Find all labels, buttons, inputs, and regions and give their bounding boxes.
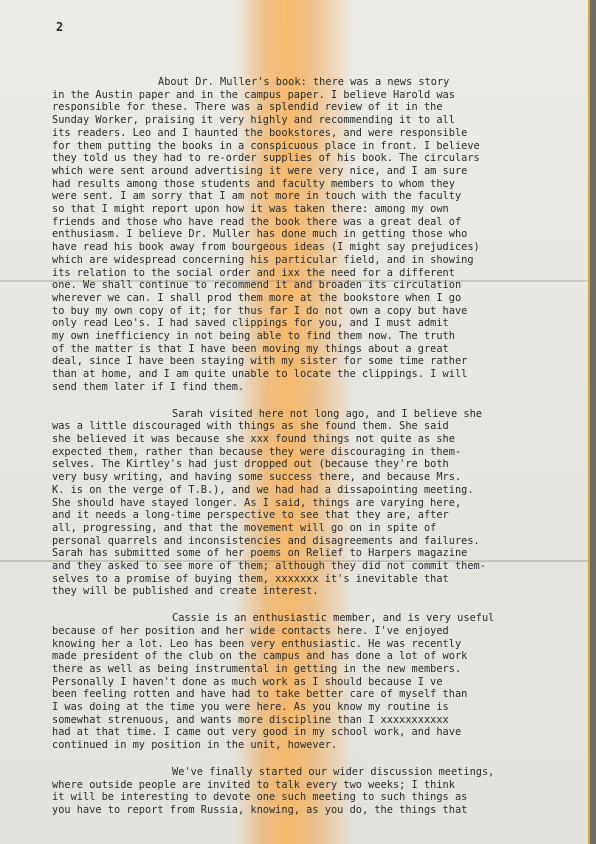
paragraph-discussion-meetings: We've finally started our wider discussion meetings, where outside people are invited to talk every two weeks; I think it will be interesting to devote one such meeting to such things as you have to report from Russia, knowing, as you do, the things that xyxy=(52,765,495,816)
letter-body xyxy=(52,76,572,831)
page-number: 2 xyxy=(56,20,64,34)
paragraph-sarah-visit: Sarah visited here not long ago, and I believe she was a little discouraged with things as she found them. She said she believed it was because she xxx found things not quite as she expected them, rather than because they were discouraging in them- selves. The Kirtley's had just dropped out (because they're both very busy writing, and having some success there, and because Mrs. K. is on the verge of T.B.), and we had had a dissapointing meeting. She should have stayed longer. As I said, things are varying here, and it needs a long-time perspective to see that they are, after all, progressing, and that the movement will go on in spite of personal quarrels and inconsistencies and disagreements and failures. Sarah has submitted some of her poems on Relief to Harpers magazine and they asked to see more of them; although they did not commit them- selves to a promise of buying them, xxxxxxx it's inevitable that they will be published and create interest. xyxy=(52,407,486,598)
paragraph-cassie: Cassie is an enthusiastic member, and is very useful because of her position and her wide contacts here. I've enjoyed knowing her a lot. Leo has been very enthusiastic. He was recently made president of the club on the campus and has done a lot of work there as well as being instrumental in getting in the new members. Personally I haven't done as much work as I should because I ve been feeling rotten and have had to take better care of myself than I was doing at the time you were here. As you know my routine is somewhat strenuous, and wants more discipline than I xxxxxxxxxxx had at that time. I came out very good in my school work, and have continued in my position in the unit, however. xyxy=(52,612,495,752)
paragraph-muller-book: About Dr. Muller's book: there was a news story in the Austin paper and in the campus paper. I believe Harold was responsible for these. There was a splendid review of it in the Sunday Worker, praising it very highly and recommending it to all its readers. Leo and I haunted the bookstores, and were responsible for them putting the books in a conspicuous place in front. I believe they told us they had to re-order supplies of his book. The circulars which were sent around advertising it were very nice, and I am sure had results among those students and faculty members to whom they were sent. I am sorry that I am not more in touch with the faculty so that I might report upon how it was taken there: among my own friends and those who have read the book there was a great deal of enthusiasm. I believe Dr. Muller has done much in getting those who have read his book away from bourgeous ideas (I might say prejudices) which are widespread concerning his particular field, and in showing its relation to the social order and ixx the need for a different one. We shall continue to recommend it and broaden its circulation wherever we can. I shall prod them more at the bookstore when I go to buy my own copy of it; for thus far I do not own a copy but have only read Leo's. I had saved clippings for you, and I must admit my own inefficiency in not being able to find them now. The truth of the matter is that I have been moving my things about a great deal, since I have been staying with my sister for some time rather than at home, and I am quite unable to locate the clippings. I will send them later if I find them. xyxy=(52,76,480,393)
